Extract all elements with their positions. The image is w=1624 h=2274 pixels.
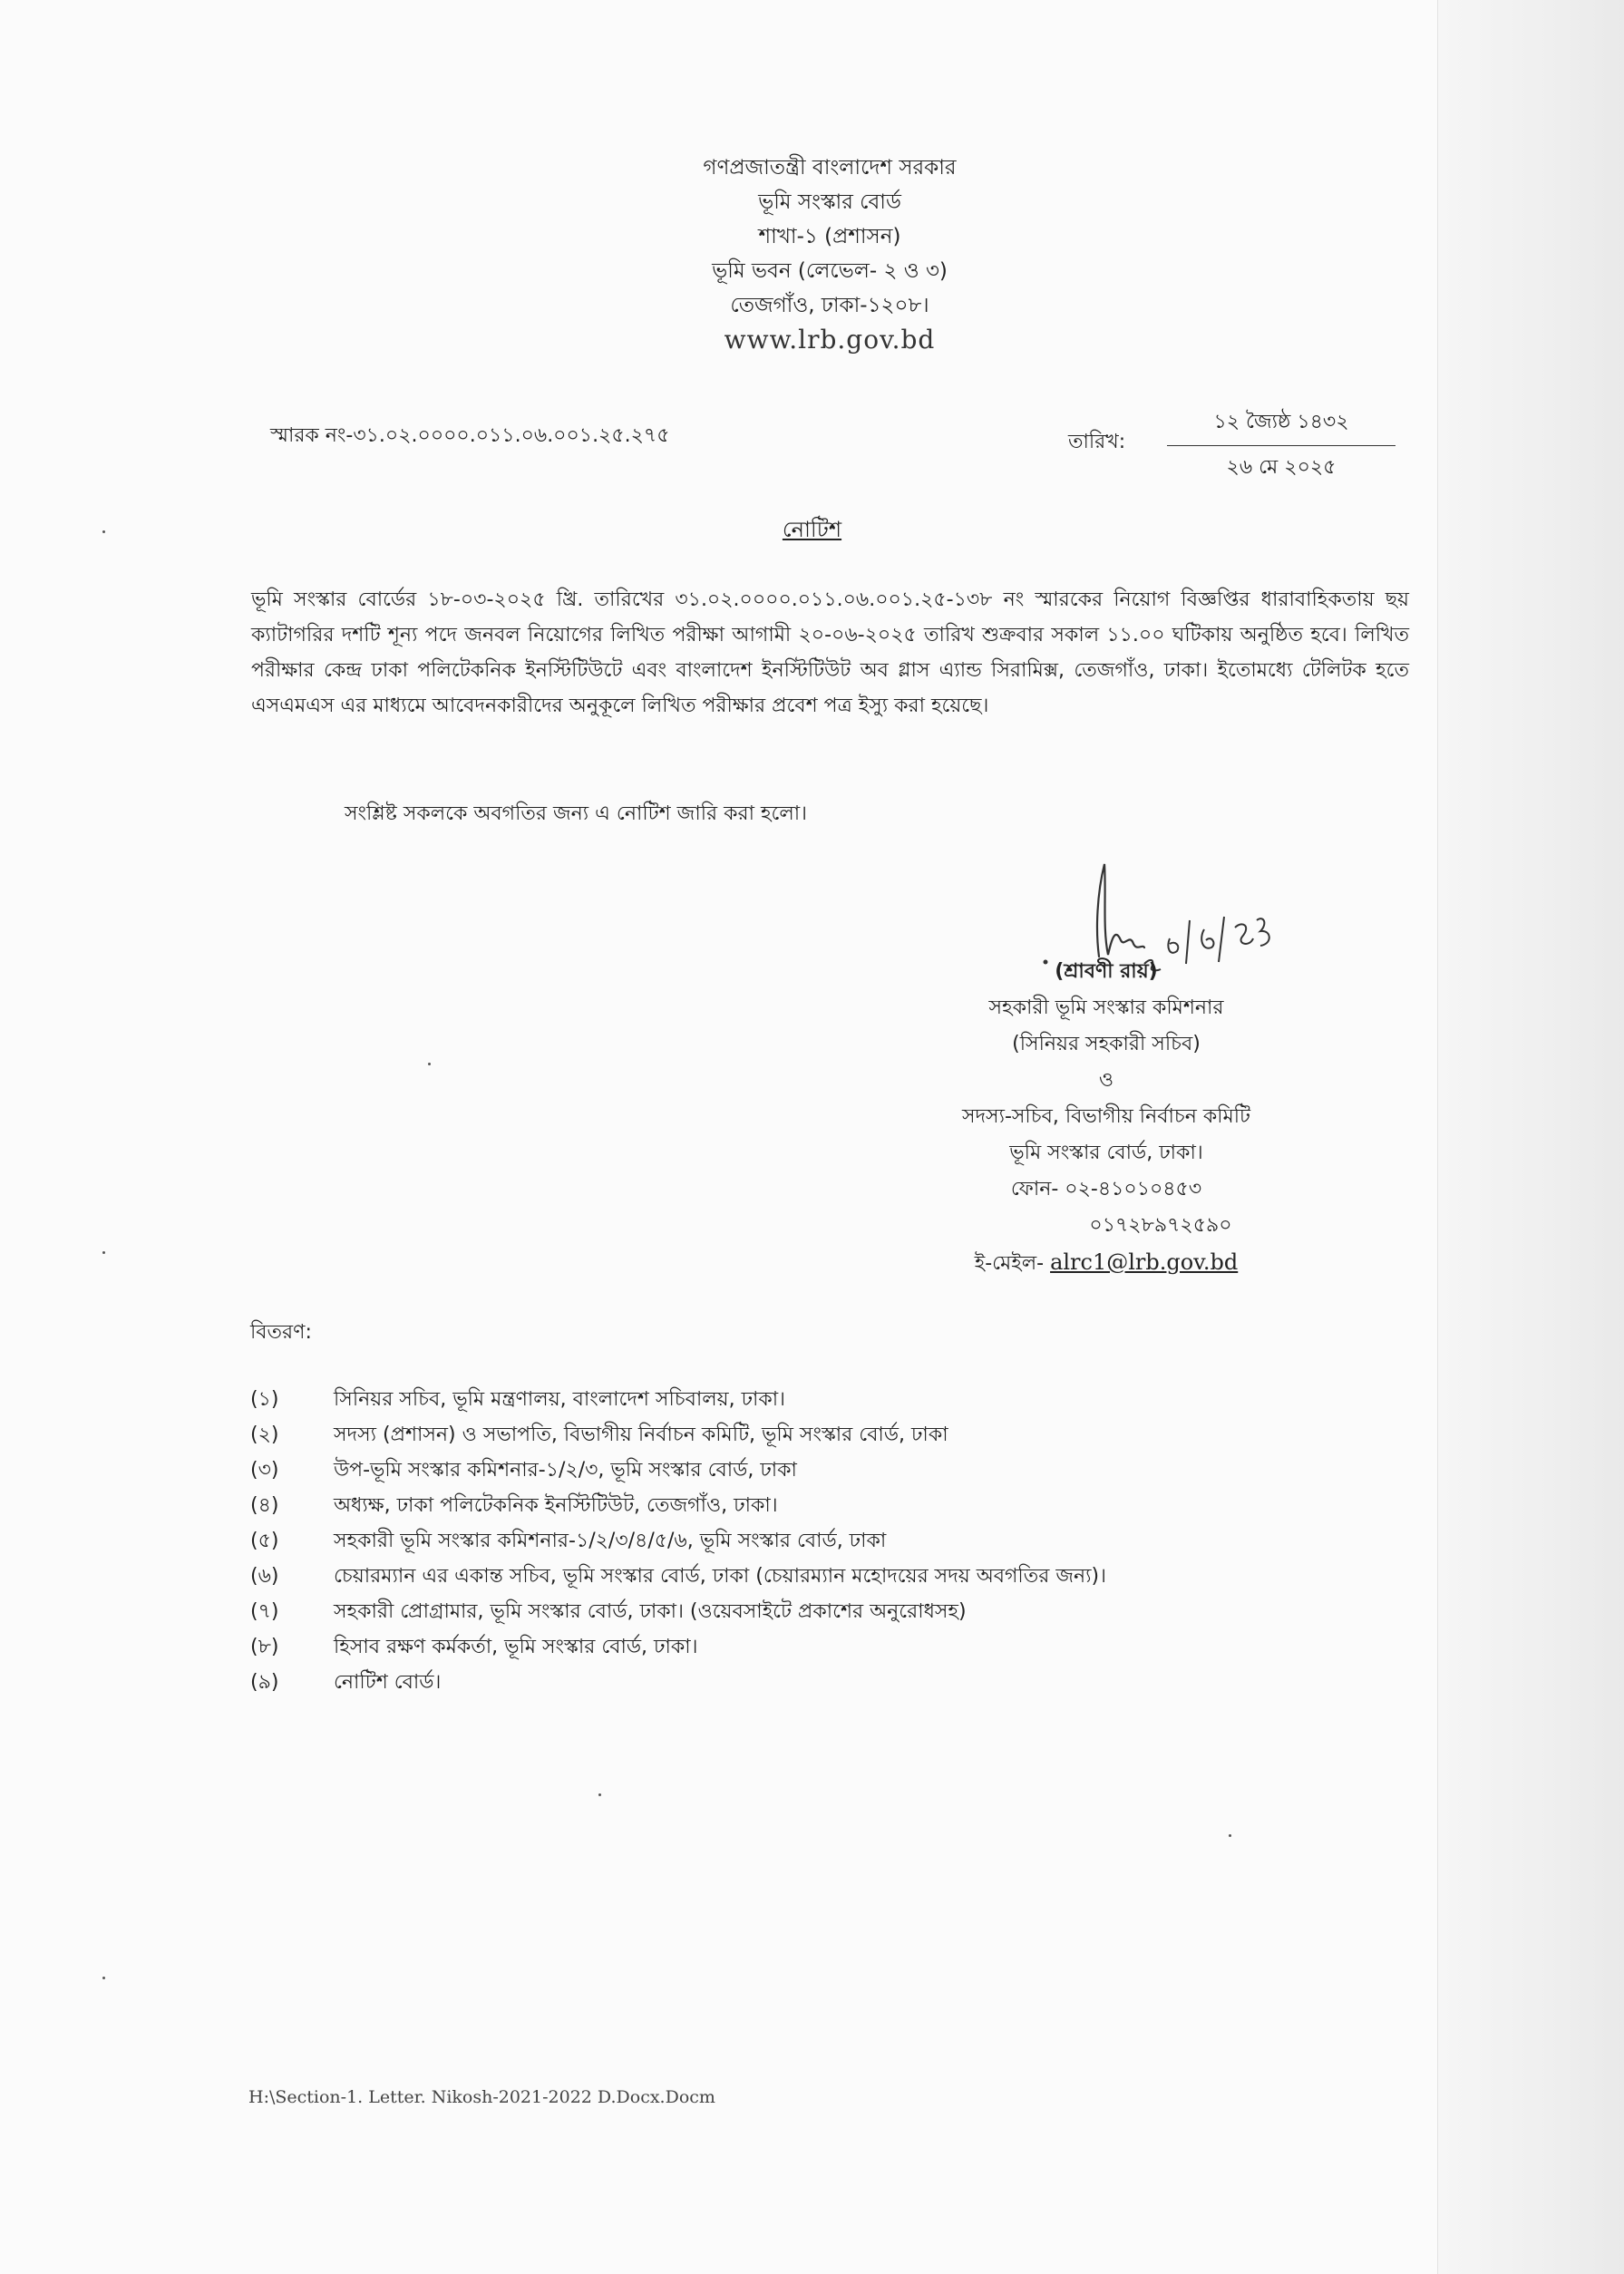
letterhead-website[interactable]: www.lrb.gov.bd xyxy=(724,325,936,355)
list-item xyxy=(250,1382,1429,1417)
signatory-designation: সহকারী ভূমি সংস্কার কমিশনার xyxy=(988,996,1224,1019)
list-item xyxy=(250,1665,1429,1700)
list-item-number: (২) xyxy=(250,1424,279,1446)
scan-speck xyxy=(598,1793,601,1796)
notice-body: ভূমি সংস্কার বোর্ডের ১৮-০৩-২০২৫ খ্রি. তারিখের ৩১.০২.০০০০.০১১.০৬.০০১.২৫-১৩৮ নং স্মারকের নিয়োগ বিজ্ঞপ্তির ধারাবাহিকতায় ছয় ক্যাটাগরির দশটি শূন্য পদে জনবল নিয়োগের লিখিত পরীক্ষা আগামী ২০-০৬-২০২৫ তারিখ শুক্রবার সকাল ১১.০০ ঘটিকায় অনুষ্ঠিত হবে। লিখিত পরীক্ষার কেন্দ্র ঢাকা পলিটেকনিক ইনস্টিটিউটে এবং বাংলাদেশ ইনস্টিটিউট অব গ্লাস এ্যান্ড সিরামিক্স, তেজগাঁও, ঢাকা। ইতোমধ্যে টেলিটক হতে এসএমএস এর মাধ্যমে আবেদনকারীদের অনুকূলে লিখিত পরীক্ষার প্রবেশ পত্র ইস্যু করা হয়েছে। xyxy=(251,588,1409,717)
scan-speck xyxy=(102,1977,105,1979)
list-item-number: (৪) xyxy=(250,1494,279,1517)
list-item-text: উপ-ভূমি সংস্কার কমিশনার-১/২/৩, ভূমি সংস্কার বোর্ড, ঢাকা xyxy=(334,1459,797,1482)
list-item-number: (৮) xyxy=(250,1636,279,1658)
list-item xyxy=(250,1417,1429,1453)
email-link[interactable]: alrc1@lrb.gov.bd xyxy=(1050,1249,1239,1275)
list-item-text: সিনিয়র সচিব, ভূমি মন্ত্রণালয়, বাংলাদেশ সচিবালয়, ঢাকা। xyxy=(334,1388,786,1411)
signatory-phone: ফোন- ০২-৪১০১০৪৫৩ xyxy=(1010,1178,1202,1200)
list-item-number: (৬) xyxy=(250,1565,279,1588)
signatory-block xyxy=(916,954,1297,1282)
list-item-number: (৭) xyxy=(250,1600,279,1623)
date-english: ২৬ মে ২০২৫ xyxy=(1226,456,1337,479)
list-item xyxy=(250,1523,1429,1559)
file-path-footer: H:\Section-1. Letter. Nikosh-2021-2022 D.Docx.Docm xyxy=(248,2087,715,2107)
signatory-conjunction: ও xyxy=(1098,1069,1114,1092)
letterhead xyxy=(490,151,1170,357)
list-item-text: নোটিশ বোর্ড। xyxy=(334,1671,442,1694)
signatory-name: (শ্রাবণী রায়) xyxy=(1055,960,1158,983)
letterhead-org: ভূমি সংস্কার বোর্ড xyxy=(758,190,901,214)
list-item xyxy=(250,1594,1429,1629)
list-item-text: সহকারী প্রোগ্রামার, ভূমি সংস্কার বোর্ড, ঢাকা। (ওয়েবসাইটে প্রকাশের অনুরোধসহ) xyxy=(334,1600,967,1623)
distribution-list xyxy=(250,1382,1429,1700)
signatory-rank: (সিনিয়র সহকারী সচিব) xyxy=(1012,1033,1201,1055)
signatory-office: ভূমি সংস্কার বোর্ড, ঢাকা। xyxy=(1009,1142,1203,1164)
list-item-text: সদস্য (প্রশাসন) ও সভাপতি, বিভাগীয় নির্বাচন কমিটি, ভূমি সংস্কার বোর্ড, ঢাকা xyxy=(334,1424,948,1446)
distribution-title: বিতরণ: xyxy=(250,1321,312,1344)
list-item-number: (৩) xyxy=(250,1459,279,1482)
signatory-mobile: ০১৭২৮৯৭২৫৯০ xyxy=(1089,1214,1232,1237)
letterhead-building: ভূমি ভবন (লেভেল- ২ ও ৩) xyxy=(712,259,948,283)
scan-edge-shade xyxy=(1437,0,1624,2274)
date-label: তারিখ: xyxy=(1068,431,1126,453)
date-bangla: ১২ জ্যৈষ্ঠ ১৪৩২ xyxy=(1167,406,1395,446)
scan-speck xyxy=(428,1063,431,1065)
list-item xyxy=(250,1453,1429,1488)
notice-closing: সংশ্লিষ্ট সকলকে অবগতির জন্য এ নোটিশ জারি করা হলো। xyxy=(345,802,807,825)
signatory-committee-role: সদস্য-সচিব, বিভাগীয় নির্বাচন কমিটি xyxy=(961,1105,1251,1128)
list-item-text: চেয়ারম্যান এর একান্ত সচিব, ভূমি সংস্কার বোর্ড, ঢাকা (চেয়ারম্যান মহোদয়ের সদয় অবগতির জন্য)। xyxy=(334,1565,1106,1588)
list-item-text: সহকারী ভূমি সংস্কার কমিশনার-১/২/৩/৪/৫/৬, ভূমি সংস্কার বোর্ড, ঢাকা xyxy=(334,1530,887,1552)
list-item xyxy=(250,1559,1429,1594)
memo-number: স্মারক নং-৩১.০২.০০০০.০১১.০৬.০০১.২৫.২৭৫ xyxy=(270,424,670,447)
letterhead-address: তেজগাঁও, ঢাকা-১২০৮। xyxy=(730,294,929,317)
signatory-email-line xyxy=(916,1244,1297,1282)
list-item xyxy=(250,1629,1429,1665)
letterhead-govt: গণপ্রজাতন্ত্রী বাংলাদেশ সরকার xyxy=(703,156,957,180)
list-item-number: (৯) xyxy=(250,1671,279,1694)
notice-title: নোটিশ xyxy=(782,517,842,542)
list-item-number: (৫) xyxy=(250,1530,279,1552)
scan-speck xyxy=(102,530,105,533)
list-item-text: অধ্যক্ষ, ঢাকা পলিটেকনিক ইনস্টিটিউট, তেজগাঁও, ঢাকা। xyxy=(334,1494,778,1517)
list-item-text: হিসাব রক্ষণ কর্মকর্তা, ভূমি সংস্কার বোর্ড, ঢাকা। xyxy=(334,1636,698,1658)
scan-speck xyxy=(102,1251,105,1254)
date-box xyxy=(1167,406,1395,485)
email-label: ই-মেইল- xyxy=(974,1252,1045,1275)
list-item-number: (১) xyxy=(250,1388,279,1411)
scan-speck xyxy=(1229,1834,1231,1837)
list-item xyxy=(250,1488,1429,1523)
letterhead-branch: শাখা-১ (প্রশাসন) xyxy=(758,225,901,248)
